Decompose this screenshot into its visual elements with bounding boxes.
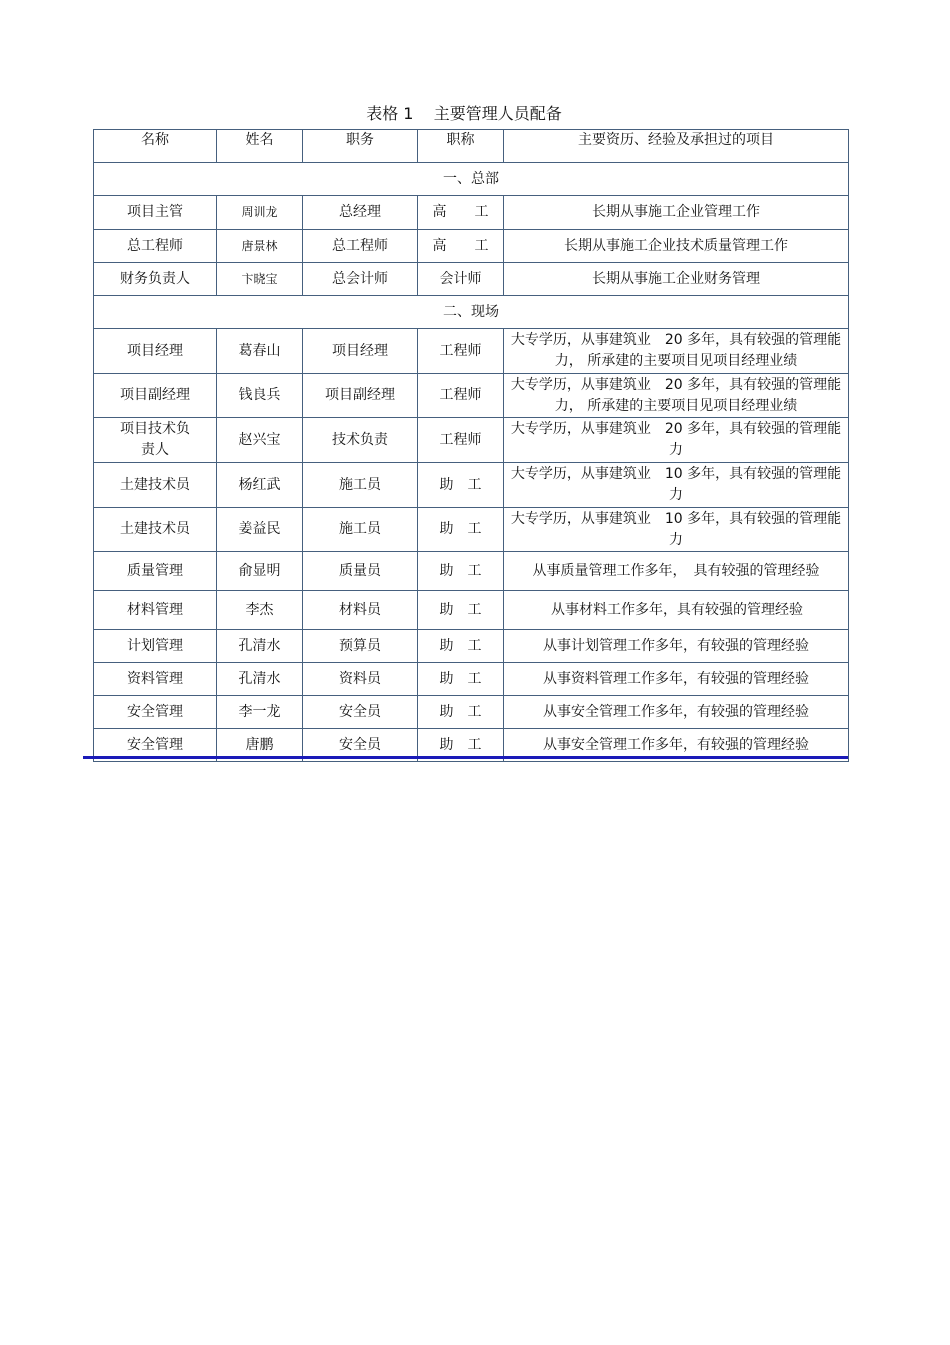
rank-cell: 助 工 bbox=[418, 508, 504, 552]
experience-cell: 大专学历，从事建筑业 20 多年，具有较强的管理能力， 所承建的主要项目见项目经理业绩 bbox=[504, 329, 849, 374]
role-cell: 土建技术员 bbox=[94, 463, 217, 508]
header-cell-name: 姓名 bbox=[217, 130, 303, 163]
name-cell: 杨红武 bbox=[217, 463, 303, 508]
name-cell: 孔清水 bbox=[217, 630, 303, 663]
table-row bbox=[94, 374, 849, 418]
experience-cell: 从事安全管理工作多年，有较强的管理经验 bbox=[504, 696, 849, 729]
name-cell: 赵兴宝 bbox=[217, 418, 303, 463]
post-cell: 安全员 bbox=[303, 729, 418, 762]
table-row bbox=[94, 591, 849, 630]
table-row bbox=[94, 663, 849, 696]
experience-cell: 从事质量管理工作多年， 具有较强的管理经验 bbox=[504, 552, 849, 591]
table-row bbox=[94, 508, 849, 552]
name-cell: 姜益民 bbox=[217, 508, 303, 552]
experience-cell: 大专学历，从事建筑业 20 多年，具有较强的管理能力， 所承建的主要项目见项目经理业绩 bbox=[504, 374, 849, 418]
experience-cell: 长期从事施工企业财务管理 bbox=[504, 263, 849, 296]
table-row bbox=[94, 630, 849, 663]
post-cell: 总工程师 bbox=[303, 230, 418, 263]
post-cell: 施工员 bbox=[303, 508, 418, 552]
role-cell: 项目主管 bbox=[94, 196, 217, 230]
role-cell: 质量管理 bbox=[94, 552, 217, 591]
rank-cell: 助 工 bbox=[418, 591, 504, 630]
name-cell: 卞晓宝 bbox=[217, 263, 303, 296]
rank-cell: 工程师 bbox=[418, 329, 504, 374]
experience-cell: 从事安全管理工作多年，有较强的管理经验 bbox=[504, 729, 849, 762]
name-cell: 葛春山 bbox=[217, 329, 303, 374]
experience-cell: 大专学历，从事建筑业 10 多年，具有较强的管理能力 bbox=[504, 508, 849, 552]
name-cell: 李杰 bbox=[217, 591, 303, 630]
rank-cell: 会计师 bbox=[418, 263, 504, 296]
rank-cell: 高 工 bbox=[418, 230, 504, 263]
post-cell: 材料员 bbox=[303, 591, 418, 630]
name-cell: 孔清水 bbox=[217, 663, 303, 696]
table-row bbox=[94, 552, 849, 591]
post-cell: 总会计师 bbox=[303, 263, 418, 296]
role-cell: 总工程师 bbox=[94, 230, 217, 263]
experience-cell: 从事材料工作多年，具有较强的管理经验 bbox=[504, 591, 849, 630]
post-cell: 项目经理 bbox=[303, 329, 418, 374]
section-row-site bbox=[94, 296, 849, 329]
table-row bbox=[94, 196, 849, 230]
role-cell: 项目技术负责人 bbox=[94, 418, 217, 463]
role-cell: 财务负责人 bbox=[94, 263, 217, 296]
header-cell-experience: 主要资历、经验及承担过的项目 bbox=[504, 130, 849, 163]
table-title: 表格 1 主要管理人员配备 bbox=[366, 104, 562, 123]
experience-cell: 从事资料管理工作多年，有较强的管理经验 bbox=[504, 663, 849, 696]
post-cell: 预算员 bbox=[303, 630, 418, 663]
experience-cell: 长期从事施工企业管理工作 bbox=[504, 196, 849, 230]
rank-cell: 助 工 bbox=[418, 630, 504, 663]
name-cell: 李一龙 bbox=[217, 696, 303, 729]
post-cell: 总经理 bbox=[303, 196, 418, 230]
role-cell: 计划管理 bbox=[94, 630, 217, 663]
name-cell: 唐景林 bbox=[217, 230, 303, 263]
post-cell: 资料员 bbox=[303, 663, 418, 696]
table-row bbox=[94, 696, 849, 729]
table-row bbox=[94, 263, 849, 296]
post-cell: 项目副经理 bbox=[303, 374, 418, 418]
role-cell: 材料管理 bbox=[94, 591, 217, 630]
experience-cell: 大专学历，从事建筑业 10 多年，具有较强的管理能力 bbox=[504, 463, 849, 508]
section-label: 二、现场 bbox=[94, 296, 849, 329]
header-cell-role: 名称 bbox=[94, 130, 217, 163]
section-label: 一、总部 bbox=[94, 163, 849, 196]
header-cell-post: 职务 bbox=[303, 130, 418, 163]
name-cell: 唐鹏 bbox=[217, 729, 303, 762]
rank-cell: 助 工 bbox=[418, 552, 504, 591]
role-cell: 安全管理 bbox=[94, 729, 217, 762]
post-cell: 安全员 bbox=[303, 696, 418, 729]
table-row bbox=[94, 329, 849, 374]
rank-cell: 助 工 bbox=[418, 696, 504, 729]
rank-cell: 工程师 bbox=[418, 374, 504, 418]
experience-cell: 从事计划管理工作多年，有较强的管理经验 bbox=[504, 630, 849, 663]
post-cell: 质量员 bbox=[303, 552, 418, 591]
header-row bbox=[94, 130, 849, 163]
role-cell: 安全管理 bbox=[94, 696, 217, 729]
experience-cell: 大专学历，从事建筑业 20 多年，具有较强的管理能力 bbox=[504, 418, 849, 463]
post-cell: 施工员 bbox=[303, 463, 418, 508]
staff-table bbox=[93, 129, 849, 762]
bottom-rule bbox=[83, 756, 848, 759]
name-cell: 俞显明 bbox=[217, 552, 303, 591]
name-cell: 钱良兵 bbox=[217, 374, 303, 418]
table-row bbox=[94, 230, 849, 263]
header-cell-rank: 职称 bbox=[418, 130, 504, 163]
role-cell: 资料管理 bbox=[94, 663, 217, 696]
role-cell: 土建技术员 bbox=[94, 508, 217, 552]
rank-cell: 工程师 bbox=[418, 418, 504, 463]
name-cell: 周训龙 bbox=[217, 196, 303, 230]
table-row bbox=[94, 418, 849, 463]
role-cell: 项目副经理 bbox=[94, 374, 217, 418]
rank-cell: 助 工 bbox=[418, 663, 504, 696]
rank-cell: 助 工 bbox=[418, 729, 504, 762]
rank-cell: 助 工 bbox=[418, 463, 504, 508]
rank-cell: 高 工 bbox=[418, 196, 504, 230]
experience-cell: 长期从事施工企业技术质量管理工作 bbox=[504, 230, 849, 263]
section-row-headquarters bbox=[94, 163, 849, 196]
role-cell: 项目经理 bbox=[94, 329, 217, 374]
post-cell: 技术负责 bbox=[303, 418, 418, 463]
table-row bbox=[94, 463, 849, 508]
